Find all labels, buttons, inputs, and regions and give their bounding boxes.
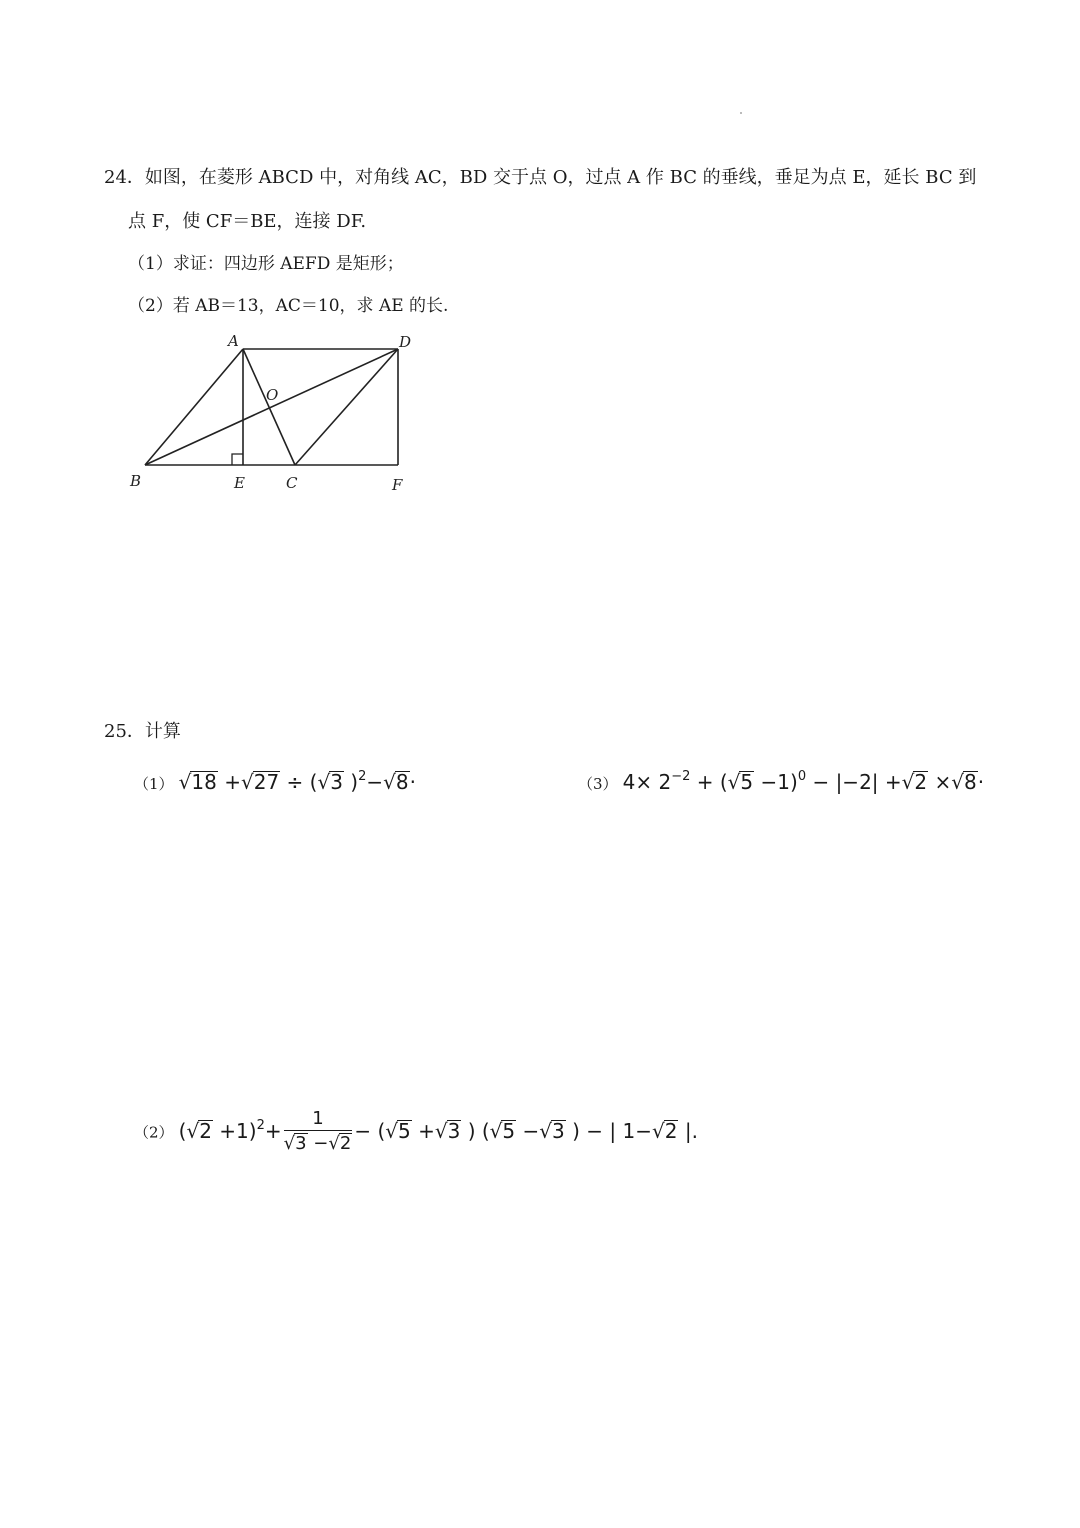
segment-CD [295,349,398,465]
label-O: O [266,386,279,404]
label-A: A [228,332,239,350]
label-B: B [130,472,142,490]
q25-title: 25．计算 [104,721,181,742]
label-D: D [399,333,412,351]
q25-part3-label: （3） [578,775,618,793]
q25-part2-expression: $(√2 +1)^2+$ $\frac{1}{√3 -√2}$ − (√5 +√3 ) (√5 −√3 ) − | 1−√2 |. [178,1108,698,1154]
diagonal-AC [243,349,295,465]
q24-part1: （1）求证：四边形 AEFD 是矩形； [128,254,404,274]
q25-part1 [134,768,416,796]
page-speck [740,112,742,114]
q25-part3 [578,768,984,796]
fraction: $\frac{1}{√3 -√2}$ [283,1108,352,1154]
label-E: E [234,474,245,492]
q24-line2: 点 F，使 CF＝BE，连接 DF. [128,211,367,232]
q25-part3-expression: $4\times 2^{-2} + (√5 -1)^0 - |-2| +√2 \times√8\cdot$ [622,769,985,794]
label-F: F [392,476,403,494]
q24-part2: （2）若 AB＝13，AC＝10，求 AE 的长. [128,296,449,316]
q25-part1-expression: √18 +√27 ÷ (√3 )$^2$−√8· [178,769,416,794]
q25-part1-label: （1） [134,775,174,793]
diagonal-BD [145,349,398,465]
label-C: C [286,474,298,492]
segment-AB [145,349,243,465]
q25-part2 [134,1108,698,1156]
right-angle-mark [232,454,243,465]
q24-line1: 24．如图，在菱形 ABCD 中，对角线 AC，BD 交于点 O，过点 A 作 BC 的垂线，垂足为点 E，延长 BC 到 [104,167,977,188]
rhombus-figure [120,328,430,498]
q25-part2-label: （2） [134,1123,174,1142]
